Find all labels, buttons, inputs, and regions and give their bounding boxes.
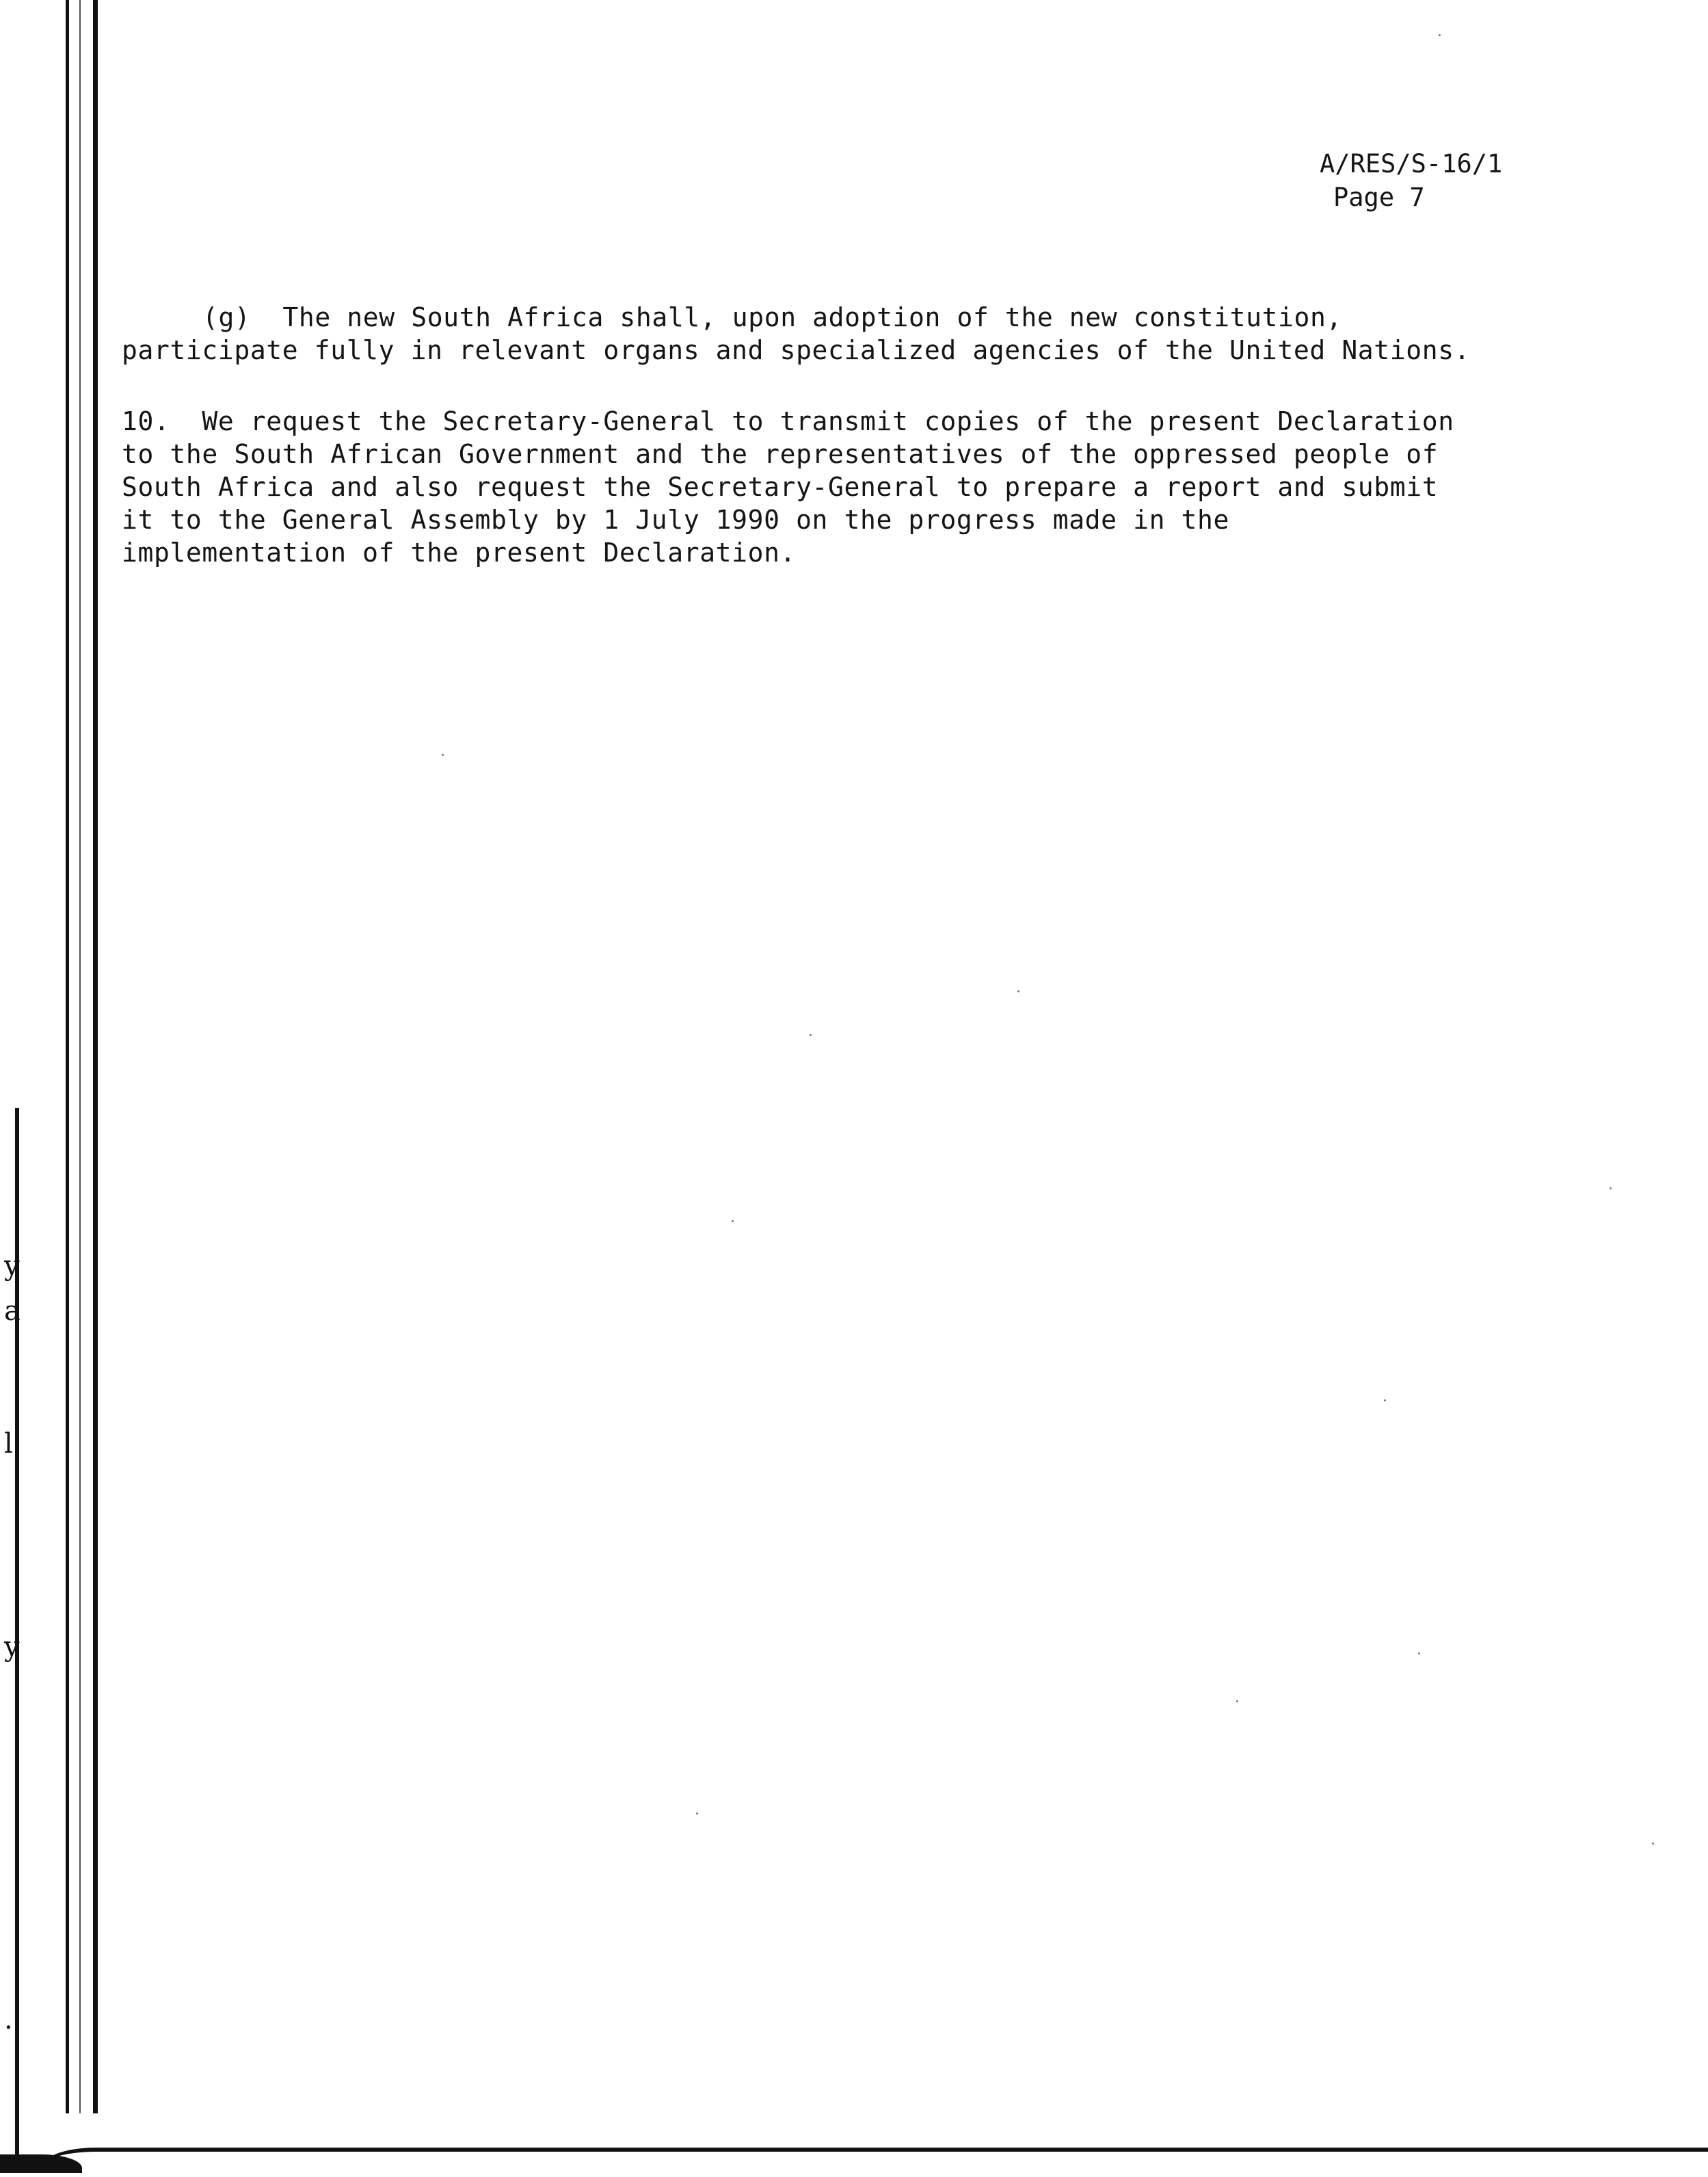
scan-speck: [1418, 1652, 1420, 1654]
margin-fragment: a: [4, 1295, 21, 1327]
paragraph-line: implementation of the present Declaration.: [122, 538, 797, 568]
margin-fragment: y: [4, 1250, 20, 1282]
binding-line: [66, 0, 69, 2113]
margin-fragment: .: [4, 2004, 13, 2035]
paragraph-line: (g) The new South Africa shall, upon adoption of the new constitution,: [202, 302, 1342, 332]
paragraph-line: 10. We request the Secretary-General to transmit copies of the present Declaration: [122, 406, 1454, 436]
paragraph-line: it to the General Assembly by 1 July 1990 on the progress made in the: [122, 505, 1229, 535]
binding-line: [93, 0, 98, 2113]
scan-speck: [1384, 1399, 1386, 1401]
scan-speck: [1017, 990, 1019, 992]
scan-speck: [1610, 1187, 1612, 1189]
paragraph-10: [122, 405, 1626, 569]
document-symbol: A/RES/S-16/1: [1320, 149, 1503, 179]
scan-speck: [810, 1034, 812, 1036]
page-number: Page 7: [1333, 183, 1425, 212]
margin-fragment: y: [4, 1631, 20, 1663]
binding-line: [79, 0, 81, 2113]
scan-speck: [1236, 1700, 1238, 1702]
paragraph-line: South Africa and also request the Secretary-General to prepare a report and submit: [122, 472, 1439, 502]
scan-speck: [732, 1220, 734, 1222]
scan-speck: [696, 1812, 698, 1815]
paragraph-g: [122, 301, 1626, 367]
scan-speck: [442, 754, 444, 756]
paragraph-line: participate fully in relevant organs and specialized agencies of the United Nations.: [122, 335, 1471, 365]
paragraph-line: to the South African Government and the representatives of the oppressed people of: [122, 439, 1439, 469]
scan-speck: [1652, 1843, 1654, 1845]
scan-speck: [1439, 34, 1441, 36]
margin-fragment: l: [4, 1428, 13, 1460]
